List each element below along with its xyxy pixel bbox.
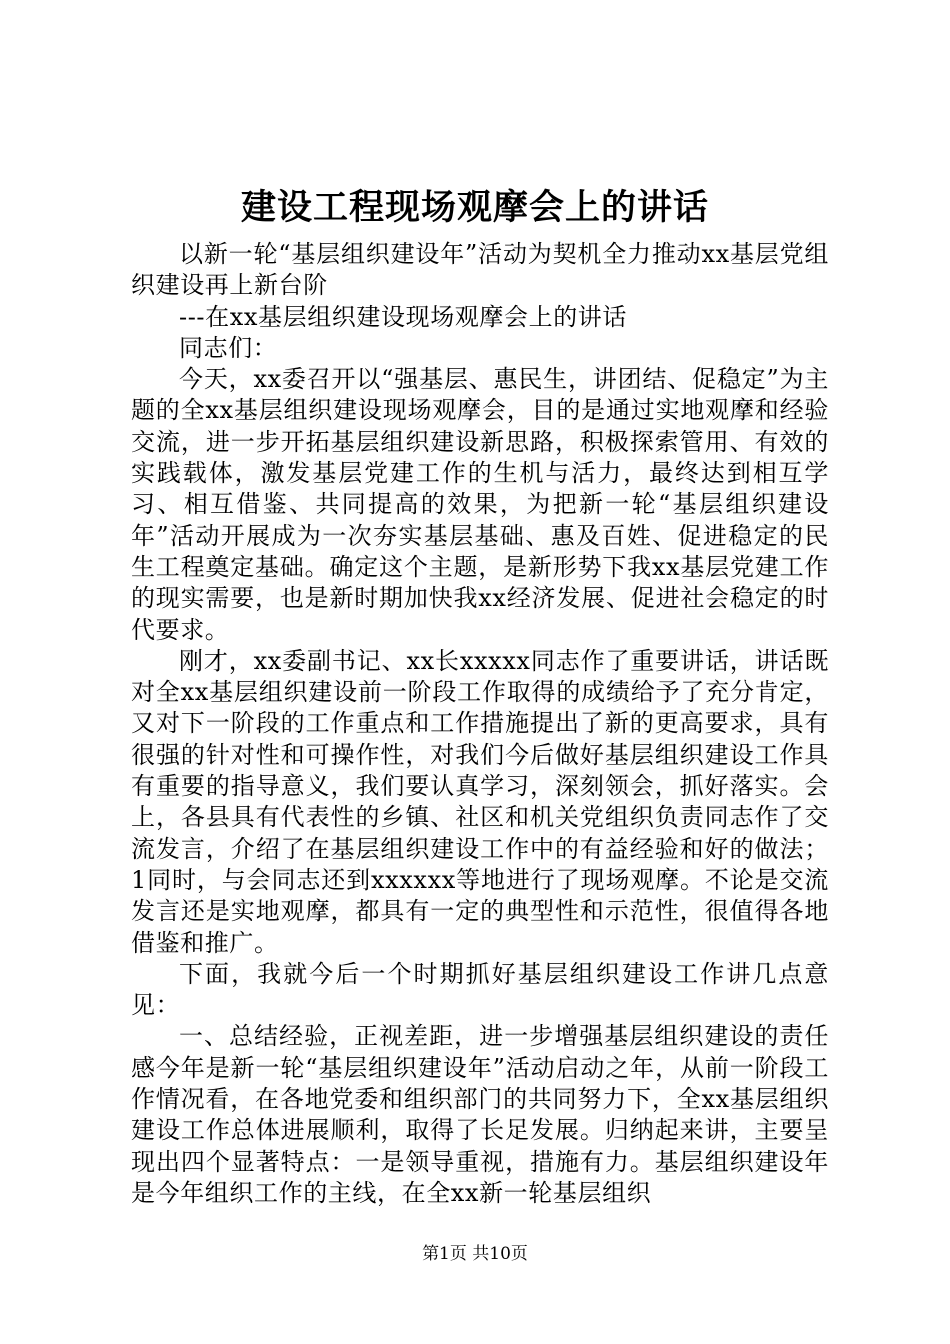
paragraph-body: 刚才，xx委副书记、xx长xxxxx同志作了重要讲话，讲话既对全xx基层组织建设前一阶段工作取得的成绩给予了充分肯定，又对下一阶段的工作重点和工作措施提出了新的更高要求，具有很强的针对性和可操作性，对我们今后做好基层组织建设工作具有重要的指导意义，我们要认真学习，深刻领会，抓好落实。会上，各县具有代表性的乡镇、社区和机关党组织负责同志作了交流发言，介绍了在基层组织建设工作中的有益经验和好的做法；1同时，与会同志还到xxxxxx等地进行了现场观摩。不论是交流发言还是实地观摩，都具有一定的典型性和示范性，很值得各地借鉴和推广。 [131, 646, 829, 957]
paragraph-occasion: ---在xx基层组织建设现场观摩会上的讲话 [179, 302, 627, 331]
paragraph-subtitle: 以新一轮“基层组织建设年”活动为契机全力推动xx基层党组织建设再上新台阶 [131, 240, 829, 300]
document-body [131, 239, 829, 1209]
paragraph-body: 今天，xx委召开以“强基层、惠民生，讲团结、促稳定”为主题的全xx基层组织建设现场观摩会，目的是通过实地观摩和经验交流，进一步开拓基层组织建设新思路，积极探索管用、有效的实践载体，激发基层党建工作的生机与活力，最终达到相互学习、相互借鉴、共同提高的效果，为把新一轮“基层组织建设年”活动开展成为一次夯实基层基础、惠及百姓、促进稳定的民生工程奠定基础。确定这个主题，是新形势下我xx基层党建工作的现实需要，也是新时期加快我xx经济发展、促进社会稳定的时代要求。 [131, 365, 829, 644]
page-number: 第1页 共10页 [422, 1244, 528, 1264]
paragraph-salutation: 同志们： [179, 333, 278, 362]
paragraph-body: 下面，我就今后一个时期抓好基层组织建设工作讲几点意见： [131, 959, 829, 1020]
document-title: 建设工程现场观摩会上的讲话 [240, 187, 709, 228]
paragraph-body: 一、总结经验，正视差距，进一步增强基层组织建设的责任感今年是新一轮“基层组织建设年”活动启动之年，从前一阶段工作情况看，在各地党委和组织部门的共同努力下，全xx基层组织建设工作总体进展顺利，取得了长足发展。归纳起来讲，主要呈现出四个显著特点：一是领导重视，措施有力。基层组织建设年是今年组织工作的主线，在全xx新一轮基层组织 [131, 1022, 829, 1207]
